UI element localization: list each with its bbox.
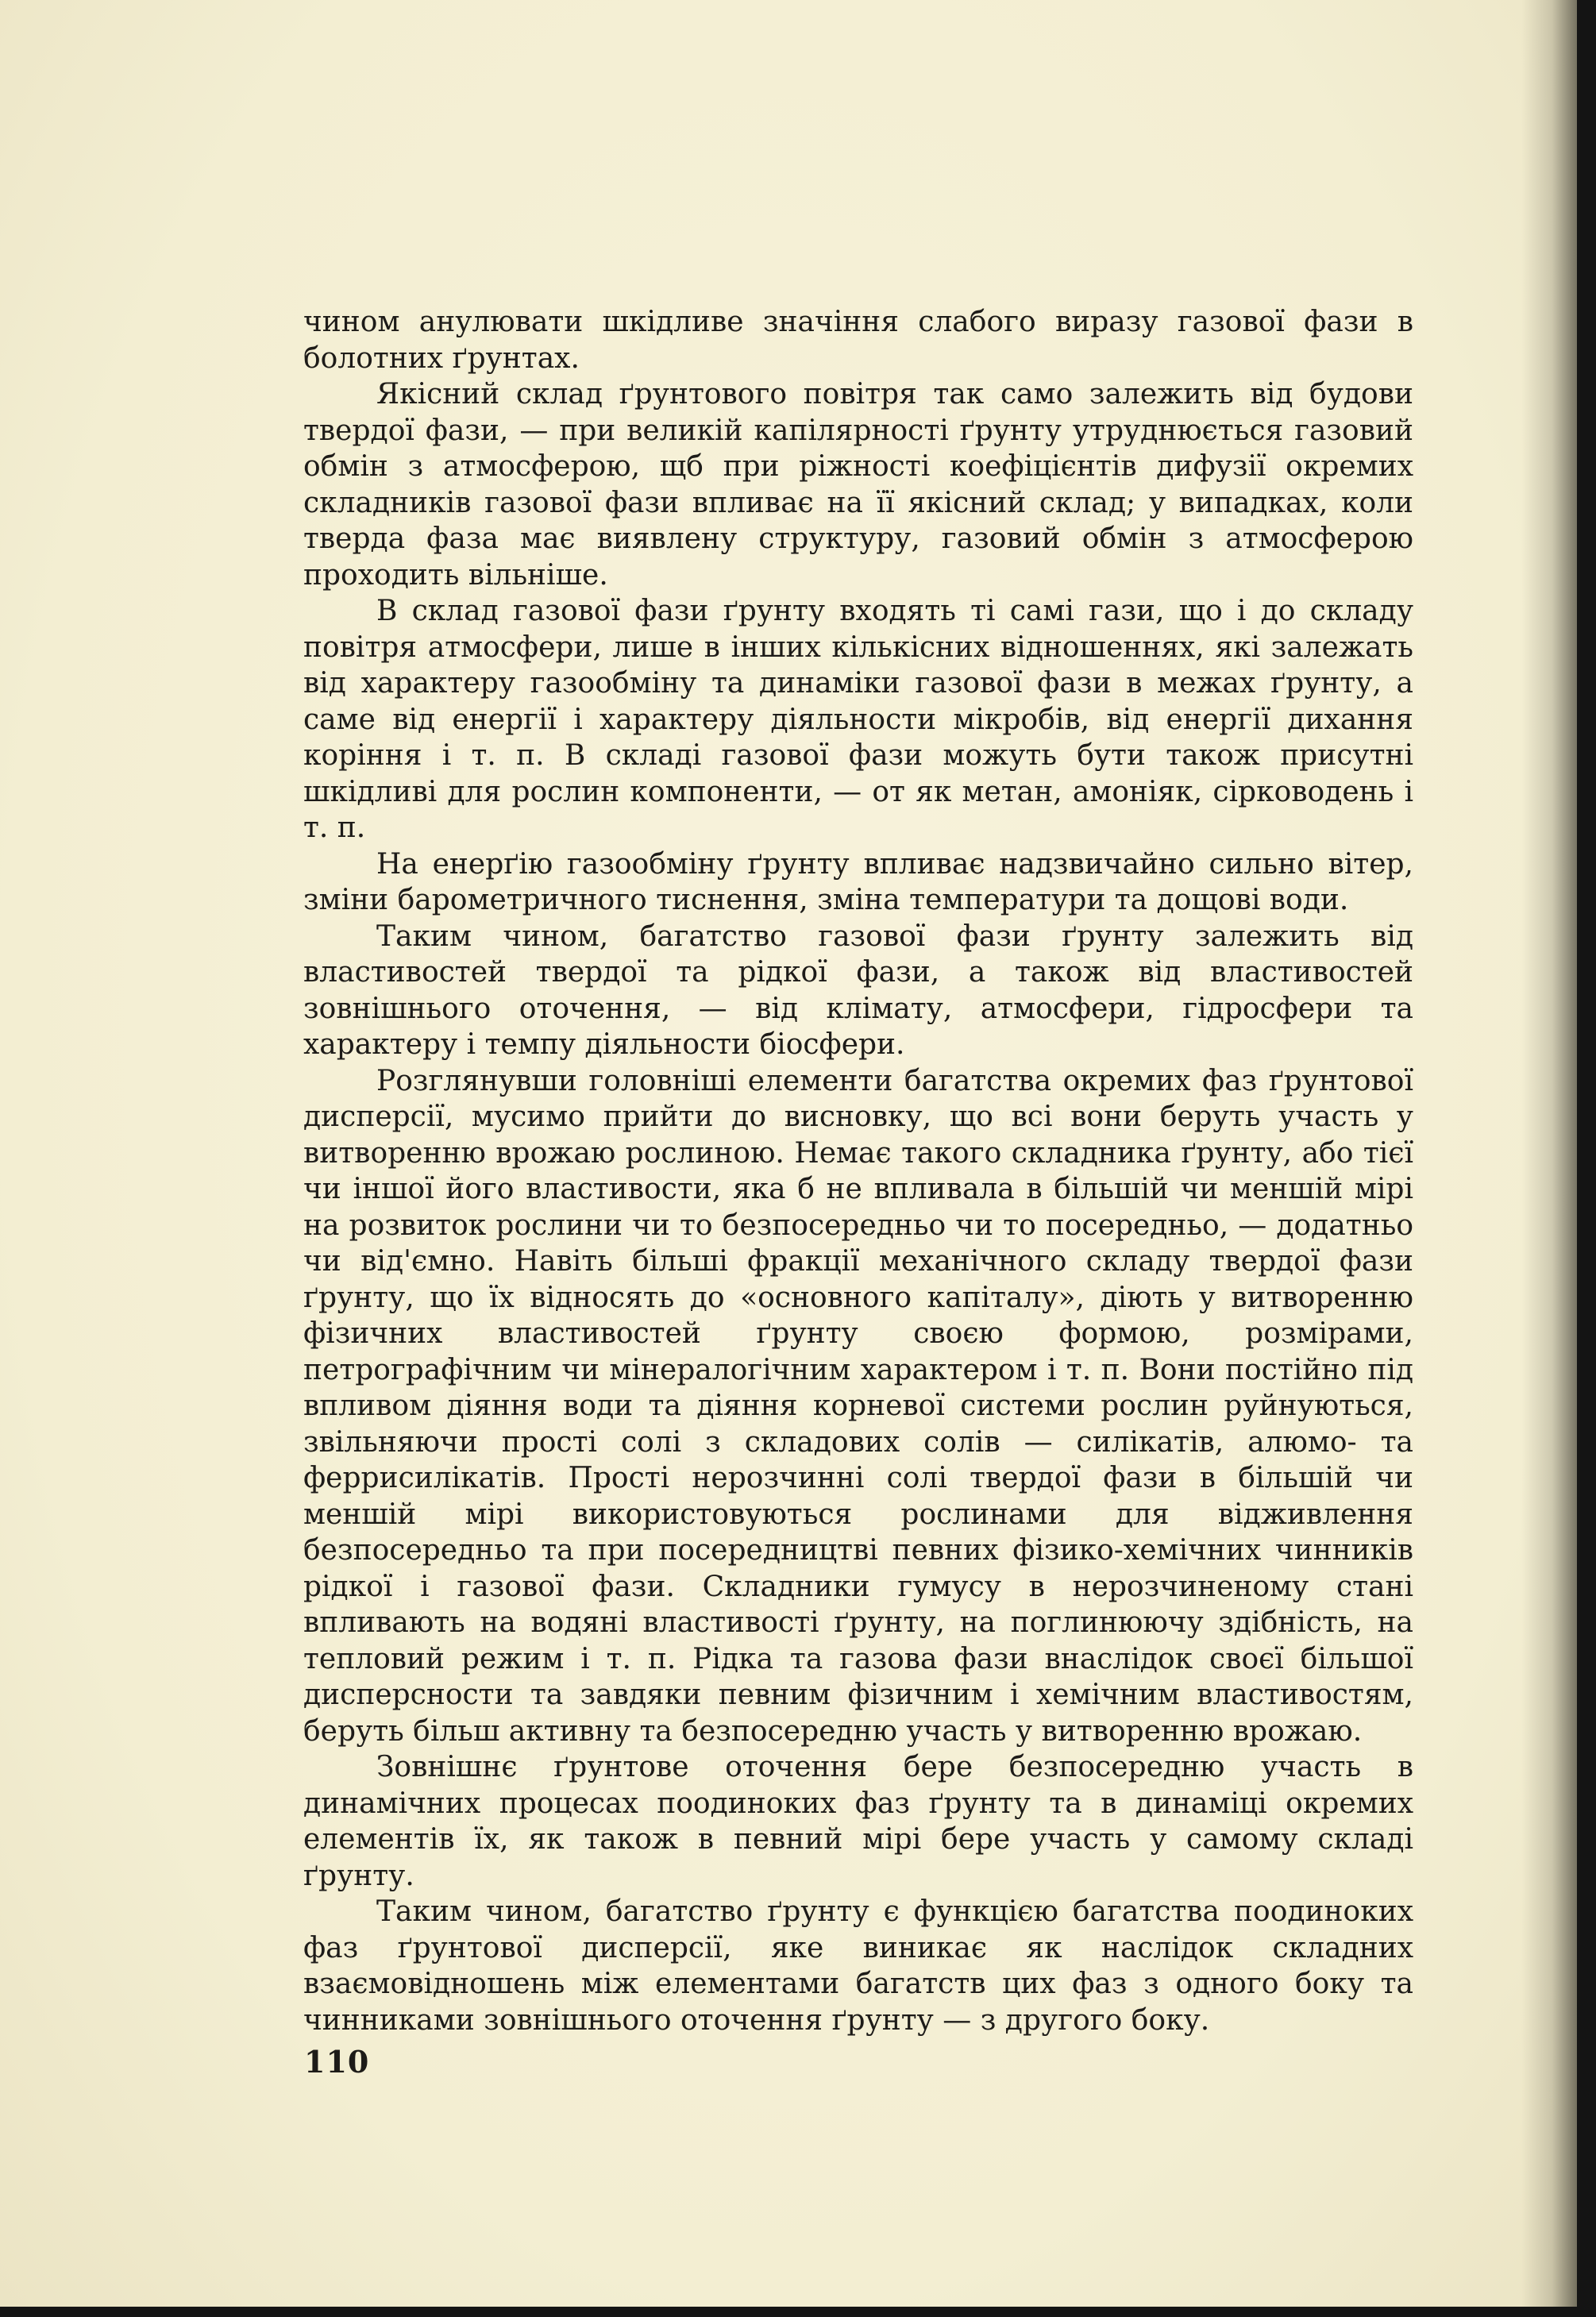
paragraph-continued: чином анулювати шкідливе значіння слабого виразу газової фази в болотних ґрунтах. (303, 306, 1413, 375)
paragraph: Розглянувши головніші елементи багатства окремих фаз ґрунтової дисперсії, мусимо прийти до висновку, що всі вони беруть участь у витворенню врожаю рослиною. Немає такого складника ґрунту, або тієї чи іншої його властивости, яка б не впливала в більшій чи меншій мірі на розвиток рослини чи то безпосередньо чи то посередньо, — додатньо чи від'ємно. Навіть більші фракції механічного складу твердої фази ґрунту, що їх відносять до «основного капіталу», діють у витворенню фізичних властивостей ґрунту своєю формою, розмірами, петрографічним чи мінералогічним характером і т. п. Вони постійно під впливом діяння води та діяння корневої системи рослин руйнуються, звільняючи прості солі з складових солів — силікатів, алюмо- та феррисилікатів. Прості нерозчинні солі твердої фази в більшій чи меншій мірі використовуються рослинами для відживлення безпосередньо та при посередництві певних фізико-хемічних чинників рідкої і газової фази. Складники гумусу в нерозчиненому стані впливають на водяні властивості ґрунту, на поглинюючу здібність, на тепловий режим і т. п. Рідка та газова фази внаслідок своєї більшої дисперсности та завдяки певним фізичним і хемічним властивостям, беруть більш активну та безпосередню участь у витворенню врожаю. (303, 1064, 1413, 1748)
body-text (303, 304, 1413, 2038)
paragraph: В склад газової фази ґрунту входять ті самі гази, що і до складу повітря атмосфери, лише в інших кількісних відношеннях, які залежать від характеру газообміну та динаміки газової фази в межах ґрунту, а саме від енергії і характеру діяльности мікробів, від енергії дихання коріння і т. п. В складі газової фази можуть бути також присутні шкідливі для рослин компоненти, — от як метан, амоніяк, сірководень і т. п. (303, 595, 1413, 844)
page-number: 110 (304, 2044, 370, 2080)
paragraph: На енерґію газообміну ґрунту впливає надзвичайно сильно вітер, зміни барометричного тиснення, зміна температури та дощові води. (303, 847, 1413, 916)
paragraph: Зовнішнє ґрунтове оточення бере безпосередню участь в динамічних процесах поодиноких фаз ґрунту та в динаміці окремих елементів їх, як також в певний мірі бере участь у самому складі ґрунту. (303, 1751, 1413, 1892)
paragraph: Таким чином, багатство ґрунту є функцією багатства поодиноких фаз ґрунтової дисперсії, яке виникає як наслідок складних взаємовідношень між елементами багатств цих фаз з одного боку та чинниками зовнішнього оточення ґрунту — з другого боку. (303, 1895, 1413, 2037)
paragraph: Таким чином, багатство газової фази ґрунту залежить від властивостей твердої та рідкої фази, а також від властивостей зовнішнього оточення, — від клімату, атмосфери, гідросфери та характеру і темпу діяльности біосфери. (303, 919, 1413, 1061)
paragraph: Якісний склад ґрунтового повітря так само залежить від будови твердої фази, — при великій капілярності ґрунту утруднюється газовий обмін з атмосферою, щб при ріжності коефіцієнтів дифузії окремих складників газової фази впливає на її якісний склад; у випадках, коли тверда фаза має виявлену структуру, газовий обмін з атмосферою проходить вільніше. (303, 378, 1413, 592)
page-binding-shadow (1521, 0, 1577, 2307)
